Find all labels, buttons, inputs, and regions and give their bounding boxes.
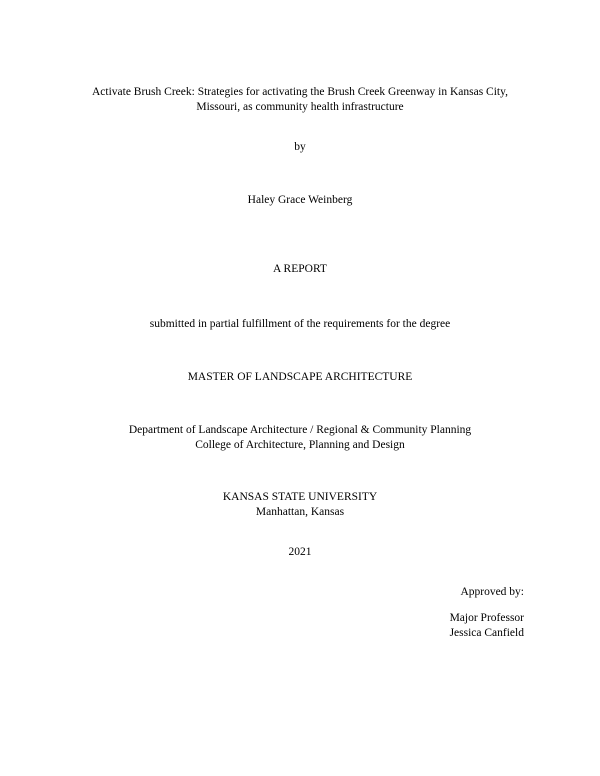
approved-by-label: Approved by: (460, 586, 524, 598)
fulfillment-statement: submitted in partial fulfillment of the requirements for the degree (149, 318, 451, 330)
university-name: KANSAS STATE UNIVERSITY (222, 491, 378, 503)
department-name: Department of Landscape Architecture / Regional & Community Planning (128, 424, 472, 436)
department-block (60, 423, 540, 453)
title-line-1: Activate Brush Creek: Strategies for activating the Brush Creek Greenway in Kansas City, (91, 86, 509, 98)
report-year: 2021 (288, 546, 312, 558)
report-label: A REPORT (273, 263, 327, 275)
by-label: by (294, 141, 306, 153)
professor-role: Major Professor (449, 612, 524, 624)
university-location: Manhattan, Kansas (255, 506, 345, 518)
report-title (60, 85, 540, 115)
university-block (60, 490, 540, 520)
professor-name: Jessica Canfield (449, 627, 524, 639)
major-professor-block (400, 611, 524, 641)
title-line-2: Missouri, as community health infrastructure (196, 101, 404, 113)
college-name: College of Architecture, Planning and Design (195, 439, 405, 451)
author-name: Haley Grace Weinberg (247, 194, 353, 206)
degree-name: MASTER OF LANDSCAPE ARCHITECTURE (187, 371, 413, 383)
